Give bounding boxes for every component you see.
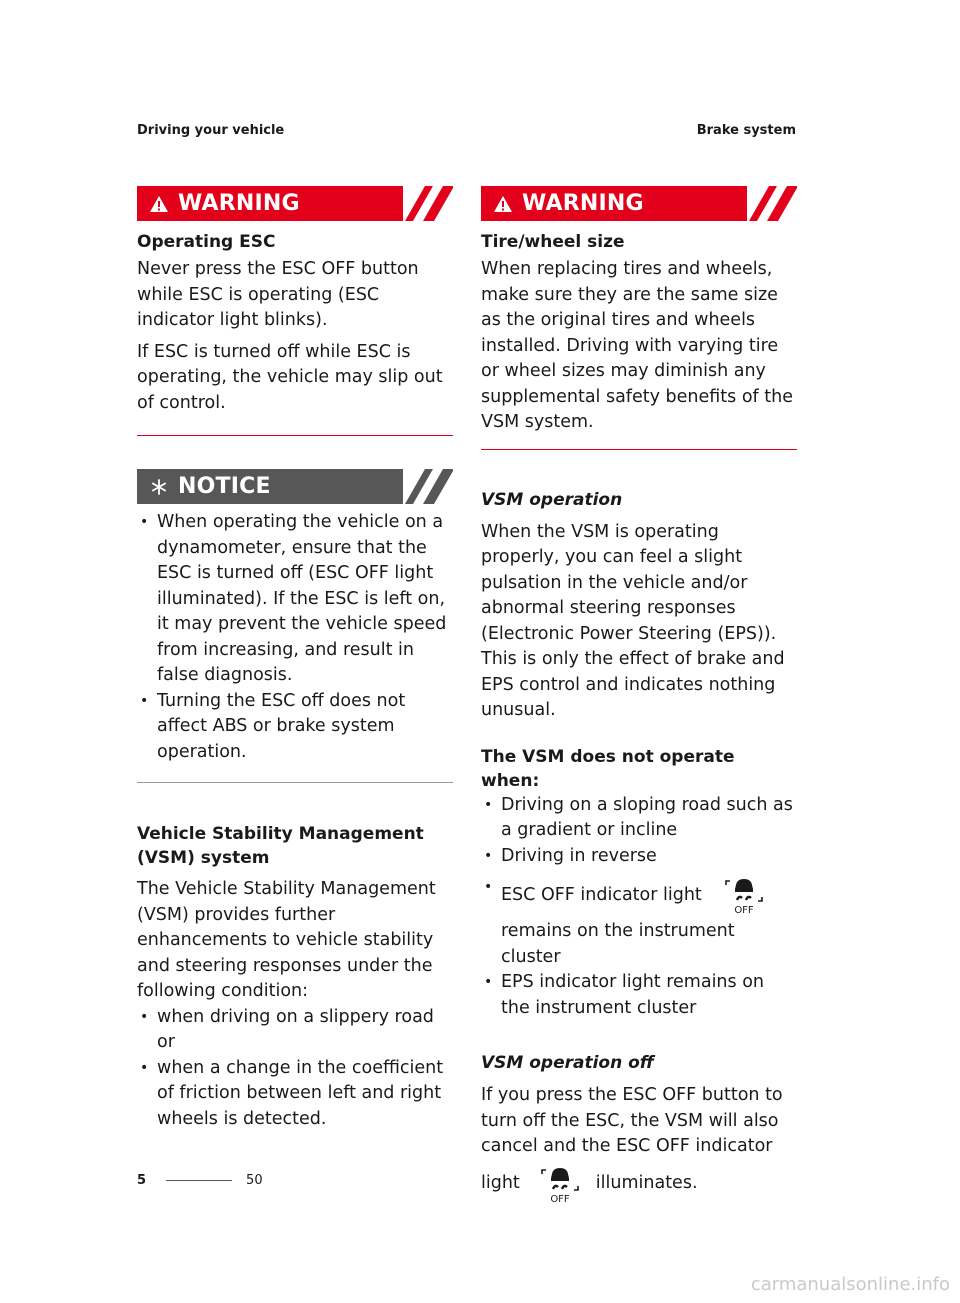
header-section: Brake system: [696, 123, 796, 138]
warning-divider: [137, 435, 453, 436]
chapter-number: 5: [137, 1173, 147, 1188]
esc-off-indicator-icon: [538, 1164, 582, 1204]
banner-stripes: [403, 186, 453, 221]
page-number: 50: [246, 1173, 263, 1188]
vsm-off-light-line: [481, 1164, 797, 1204]
notice-list: [137, 510, 453, 765]
light-word: light: [481, 1172, 520, 1193]
watermark: carmanualsonline.info: [750, 1274, 950, 1295]
warning-label: WARNING: [522, 191, 644, 216]
vsm-condition-item: • when a change in the coefficient of friction between left and right wheels is detected.: [137, 1056, 453, 1133]
esc-off-text: OFF: [734, 905, 754, 915]
esc-item-prefix: ESC OFF indicator light: [501, 885, 702, 905]
warning-paragraph: When replacing tires and wheels, make sure they are the same size as the original tires and wheels installed. Driving with varying tire or wheel sizes may diminish any supplemental safety benefits of the VSM system.: [481, 259, 793, 432]
vsm-off-heading: VSM operation off: [481, 1053, 654, 1073]
not-operate-item: • Driving in reverse: [481, 844, 797, 870]
warning-triangle-icon: [493, 194, 513, 214]
warning-banner: [137, 186, 453, 221]
warning-divider: [481, 449, 797, 450]
left-column: [137, 186, 453, 1132]
vsm-operation-paragraph: When the VSM is operating properly, you can feel a slight pulsation in the vehicle and/or abnormal steering responses (Electronic Power Steering (EPS)). This is only the effect of brake and EPS control and indicates nothing unusual.: [481, 521, 785, 720]
light-suffix: illuminates.: [595, 1172, 698, 1193]
not-operate-item-esc: [481, 875, 797, 915]
vsm-condition-item: • when driving on a slippery road or: [137, 1005, 453, 1056]
vsm-not-operate-heading: The VSM does not operate when:: [481, 746, 735, 791]
vsm-intro: The Vehicle Stability Management (VSM) provides further enhancements to vehicle stability and steering responses under the following condition:: [137, 879, 436, 1001]
warning-title: Tire/wheel size: [481, 232, 625, 252]
vsm-section-title: Vehicle Stability Management (VSM) system: [137, 824, 424, 868]
warning-title: Operating ESC: [137, 232, 276, 252]
notice-label: NOTICE: [178, 474, 271, 499]
not-operate-item: • Driving on a sloping road such as a gradient or incline: [481, 793, 797, 844]
banner-stripes: [403, 469, 453, 504]
not-operate-item-eps: • EPS indicator light remains on the instrument cluster: [481, 970, 797, 1021]
right-column: [481, 186, 797, 1204]
warning-label: WARNING: [178, 191, 300, 216]
banner-stripes: [747, 186, 797, 221]
warning-paragraph: Never press the ESC OFF button while ESC is operating (ESC indicator light blinks).: [137, 259, 419, 330]
notice-item: • When operating the vehicle on a dynamometer, ensure that the ESC is turned off (ESC OFF light illuminated). If the ESC is left on, it may prevent the vehicle speed from increasing, and result in false diagnosis.: [137, 510, 453, 689]
warning-paragraph: If ESC is turned off while ESC is operating, the vehicle may slip out of control.: [137, 341, 443, 413]
vsm-operation-heading: VSM operation: [481, 489, 623, 510]
notice-divider: [137, 782, 453, 783]
vsm-not-operate-list: [481, 793, 797, 1022]
page-footer: [137, 1173, 263, 1188]
warning-triangle-icon: [149, 194, 169, 214]
esc-off-indicator-icon: [722, 875, 766, 915]
header-chapter: Driving your vehicle: [137, 123, 285, 138]
footer-line: [166, 1180, 232, 1181]
warning-banner: [481, 186, 797, 221]
notice-item: • Turning the ESC off does not affect ABS or brake system operation.: [137, 689, 453, 766]
asterisk-icon: [149, 477, 169, 497]
esc-off-text: OFF: [550, 1193, 570, 1204]
vsm-off-paragraph: If you press the ESC OFF button to turn off the ESC, the VSM will also cancel and the ESC OFF indicator: [481, 1085, 783, 1156]
notice-banner: [137, 469, 453, 504]
esc-item-suffix: remains on the instrument cluster: [501, 921, 735, 967]
esc-item-continuation: [481, 919, 797, 970]
vsm-conditions-list: [137, 1005, 453, 1133]
